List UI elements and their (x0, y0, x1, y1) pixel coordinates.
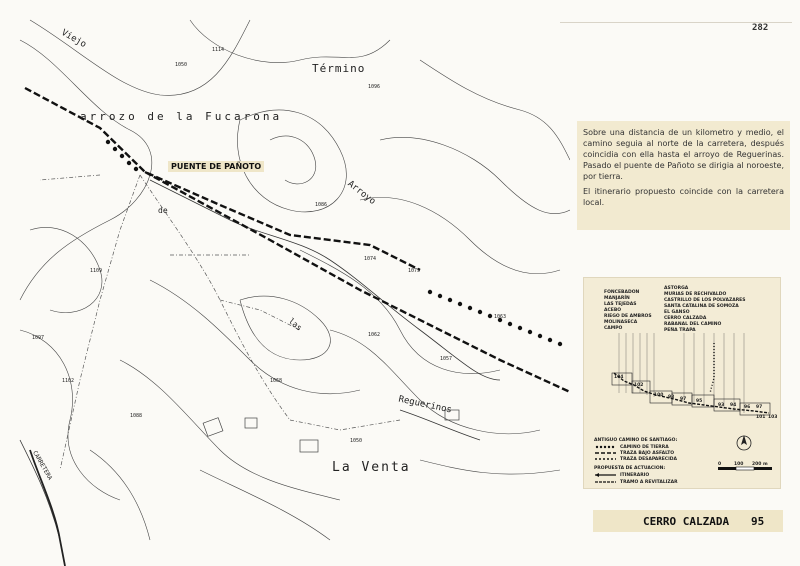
spot-height: 1097 (32, 335, 45, 341)
description-panel (577, 121, 790, 230)
spot-height: 1088 (130, 413, 143, 419)
legend-propuesta-item: TRAMO A REVITALIZAR (620, 480, 678, 485)
profile-sheet-number: 100 (654, 393, 664, 398)
spot-height: 1086 (315, 202, 328, 208)
profile-place-left: MANJARÍN (604, 296, 630, 301)
footer-number: 95 (751, 515, 765, 528)
legend-propuesta-item: ITINERARIO (620, 473, 650, 478)
description-paragraph: Sobre una distancia de un kilometro y medio, el camino seguia al norte de la carretera, después coincidia con ella hasta el arroyo de Reguerinas. Pasado el puente de Pañoto se dirigia al noroeste, por tierra. (583, 128, 784, 181)
map-label-viejo: Viejo (59, 27, 88, 51)
profile-sheet-number: 97 (756, 405, 763, 410)
contour-line (120, 360, 340, 500)
profile-sheet-number: 93 (718, 403, 725, 408)
bridge-label: PUENTE DE PAÑOTO (168, 161, 264, 172)
legend-camino-item: CAMINO DE TIERRA (620, 445, 669, 450)
profile-place-right: MURIAS DE RECHIVALDO (664, 292, 727, 297)
contour-line (190, 20, 390, 63)
contour-line (300, 250, 500, 374)
map-label-termino: Término (312, 62, 366, 75)
spot-height: 1050 (350, 438, 363, 444)
profile-place-right: EL GANSO (664, 310, 690, 315)
contour-line (90, 450, 150, 540)
spot-height: 1057 (440, 356, 453, 362)
spot-height: 1062 (368, 332, 381, 338)
stream-line (150, 180, 500, 380)
camino-traza-bajo-asfalto (145, 172, 570, 392)
scale-label: 100 (734, 462, 744, 467)
track-line (220, 300, 300, 330)
profile-place-right: ASTORGA (664, 286, 689, 291)
profile-sheet-number: 98 (668, 395, 675, 400)
legend-propuesta-title: PROPUESTA DE ACTUACION: (594, 466, 666, 471)
legend-camino-item: TRAZA DESAPARECIDA (620, 457, 677, 462)
scale-label: 0 (718, 462, 722, 467)
spot-height: 1063 (494, 314, 507, 320)
route-profile-panel (583, 277, 781, 489)
spot-height: 1074 (364, 256, 377, 262)
profile-sheet-number: 101 (756, 415, 766, 420)
contour-line (240, 296, 330, 360)
legend-camino-item: TRAZA BAJO ASFALTO (620, 451, 675, 456)
profile-place-right: SANTA CATALINA DE SOMOZA (664, 304, 739, 309)
spot-height: 1102 (62, 378, 75, 384)
map-label-arroyo-fucarona: arrozo de la Fucarona (80, 110, 283, 123)
profile-sheet-number: 96 (744, 405, 751, 410)
track-line (60, 175, 143, 470)
spot-height: 1075 (408, 268, 421, 274)
page-number: 282 (752, 23, 769, 33)
map-label-la-venta: La Venta (332, 460, 411, 475)
spot-height: 1096 (368, 84, 381, 90)
track-line (290, 420, 400, 430)
contour-line (150, 280, 360, 394)
contour-line (200, 470, 330, 540)
contour-line (420, 460, 560, 474)
profile-place-left: LAS TEJEDAS (604, 302, 637, 307)
profile-sheet-number: 102 (634, 383, 644, 388)
profile-place-left: MOLINASECA (604, 320, 638, 325)
profile-place-left: RIEGO DE AMBROS (604, 314, 652, 319)
scale-bar (716, 466, 776, 474)
legend-symbols (594, 444, 618, 464)
contour-line (20, 330, 120, 500)
map-label-carretera: CARRETERA (31, 449, 54, 482)
spot-height: 1114 (212, 47, 225, 53)
profile-place-right: CERRO CALZADA (664, 316, 707, 321)
stream-line (400, 410, 480, 440)
profile-sheet-number: 103 (768, 415, 778, 420)
profile-sheet-number: 95 (696, 399, 703, 404)
contour-line (330, 330, 540, 434)
footer-title-box (593, 510, 783, 532)
legend-proposal-symbols (594, 472, 618, 486)
map-label-las: las (286, 316, 304, 333)
spot-height: 1109 (90, 268, 103, 274)
contour-line (360, 197, 560, 273)
map-label-de: de (158, 206, 168, 215)
contour-line (380, 137, 570, 213)
map-label-reguerinos: Reguerinos (397, 394, 453, 416)
contour-line (270, 136, 316, 184)
profile-sheet-number: 94 (730, 403, 737, 408)
building-outlines (203, 410, 459, 452)
track-line (40, 175, 100, 180)
legend-camino-title: ANTIGUO CAMINO DE SANTIAGO: (594, 438, 678, 443)
north-arrow-icon (734, 433, 754, 453)
scale-label: 200 m (752, 462, 768, 467)
profile-route-dots (710, 343, 714, 393)
profile-sheet-number: 104 (614, 375, 624, 380)
map-label-arroyo: Arroyo (345, 179, 378, 207)
profile-place-left: CAMPO (604, 326, 623, 331)
profile-place-right: PEÑA TRAPA (664, 328, 696, 333)
description-paragraph: El itinerario propuesto coincide con la carretera local. (583, 187, 784, 207)
spot-height: 1050 (175, 62, 188, 68)
profile-place-left: ACEBO (604, 308, 622, 313)
profile-sheet-number: 97 (680, 397, 687, 402)
contour-line (20, 40, 152, 300)
profile-place-left: FONCEBADON (604, 290, 640, 295)
contour-line (420, 60, 570, 160)
spot-height: 1068 (270, 378, 283, 384)
footer-title: CERRO CALZADA (643, 515, 730, 528)
profile-place-right: RABANAL DEL CAMINO (664, 322, 722, 327)
profile-place-right: CASTRILLO DE LOS POLVAZARES (664, 298, 746, 303)
